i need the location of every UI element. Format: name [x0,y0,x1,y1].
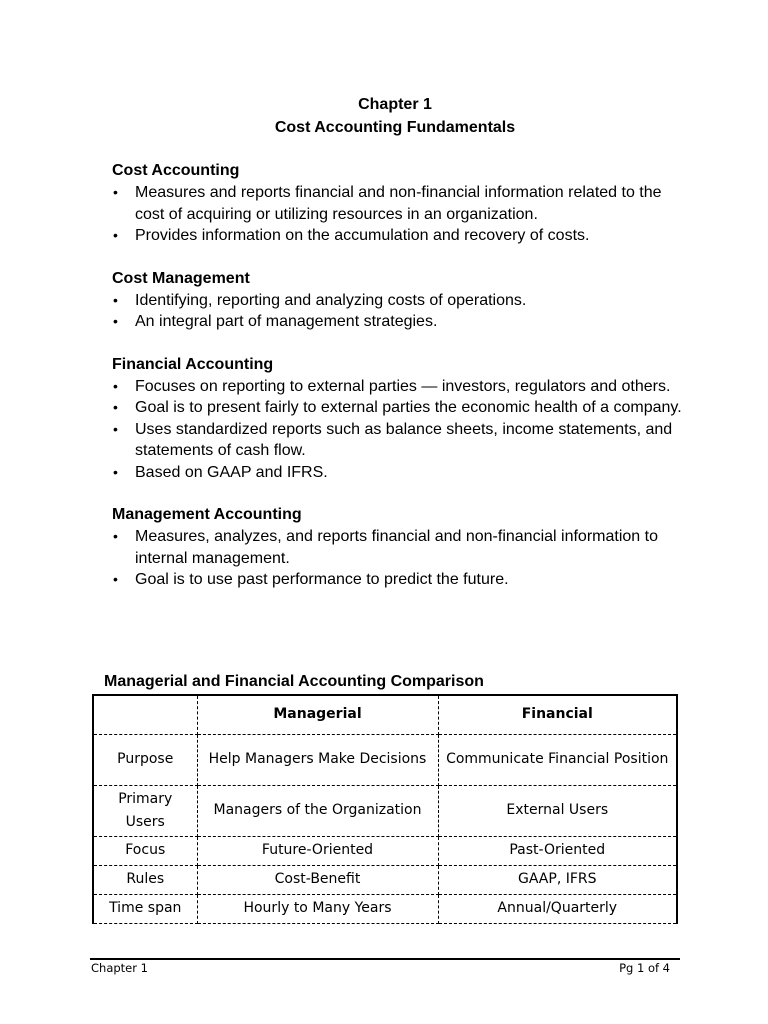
table-cell: Cost-Benefit [197,866,438,895]
list-item [112,376,682,398]
bullet-list [112,290,682,333]
header-cell [93,695,197,735]
table-cell: External Users [438,786,677,837]
table-header-row [93,695,677,735]
list-item-text: Measures and reports financial and non-financial information related to the cost of acquiring or utilizing resources in an organization. [135,184,662,223]
bullet-icon: • [113,377,118,394]
body-content [112,160,682,612]
page-title [0,93,768,139]
list-item-text: Focuses on reporting to external parties — investors, regulators and others. [135,377,671,395]
bullet-icon: • [113,463,118,480]
table-cell: GAAP, IFRS [438,866,677,895]
list-item-text: Goal is to use past performance to predict the future. [135,571,509,588]
header-cell: Financial [438,695,677,735]
section-financial-accounting [112,354,682,484]
table-cell: Purpose [93,735,197,786]
table-cell: Rules [93,866,197,895]
document-title: Cost Accounting Fundamentals [274,119,516,136]
section-heading: Cost Management [112,269,250,287]
footer-page-number: Pg 1 of 4 [619,961,670,975]
list-item [112,182,682,225]
section-heading: Financial Accounting [112,355,274,373]
list-item-text: Goal is to present fairly to external parties the economic health of a company. [135,399,682,416]
table-row [93,866,677,895]
bullet-icon: • [113,184,118,200]
section-cost-accounting [112,160,682,247]
bullet-list [112,526,682,591]
section-heading: Cost Accounting [112,162,240,179]
list-item [112,290,682,312]
list-item-text: Based on GAAP and IFRS. [135,463,328,481]
bullet-icon: • [113,291,118,308]
section-cost-management [112,268,682,333]
bullet-icon: • [113,420,118,437]
table-cell: Annual/Quarterly [438,895,677,924]
list-item [112,311,682,333]
table-cell: Primary Users [93,786,197,837]
table-cell: Time span [93,895,197,924]
table-row [93,735,677,786]
table-row [93,786,677,837]
header-cell: Managerial [197,695,438,735]
bullet-list [112,376,682,484]
table-cell: Focus [93,837,197,866]
list-item [112,419,682,462]
bullet-icon: • [113,227,118,243]
bullet-icon: • [113,313,118,329]
list-item [112,462,682,484]
table-title: Managerial and Financial Accounting Comparison [104,673,484,690]
list-item-text: An integral part of management strategies. [135,313,438,330]
table-cell: Future-Oriented [197,837,438,866]
bullet-icon: • [113,571,118,587]
list-item-text: Uses standardized reports such as balance sheets, income statements, and statements of cash flow. [135,420,673,459]
list-item [112,569,682,591]
section-management-accounting [112,504,682,591]
list-item [112,225,682,247]
table-cell: Hourly to Many Years [197,895,438,924]
bullet-list [112,182,682,247]
footer-chapter: Chapter 1 [91,961,148,975]
bullet-icon: • [113,399,118,415]
table-cell: Communicate Financial Position [438,735,677,786]
table-row [93,837,677,866]
table-row [93,895,677,924]
comparison-table [92,694,678,924]
list-item-text: Identifying, reporting and analyzing costs of operations. [135,291,527,309]
list-item [112,526,682,569]
list-item-text: Provides information on the accumulation and recovery of costs. [135,227,590,244]
list-item [112,397,682,419]
table-cell: Help Managers Make Decisions [197,735,438,786]
table-cell: Managers of the Organization [197,786,438,837]
footer-divider [90,958,680,960]
section-heading: Management Accounting [112,506,302,523]
bullet-icon: • [113,528,118,544]
list-item-text: Measures, analyzes, and reports financial and non-financial information to internal management. [135,528,658,567]
table-cell: Past-Oriented [438,837,677,866]
chapter-label: Chapter 1 [358,96,432,113]
